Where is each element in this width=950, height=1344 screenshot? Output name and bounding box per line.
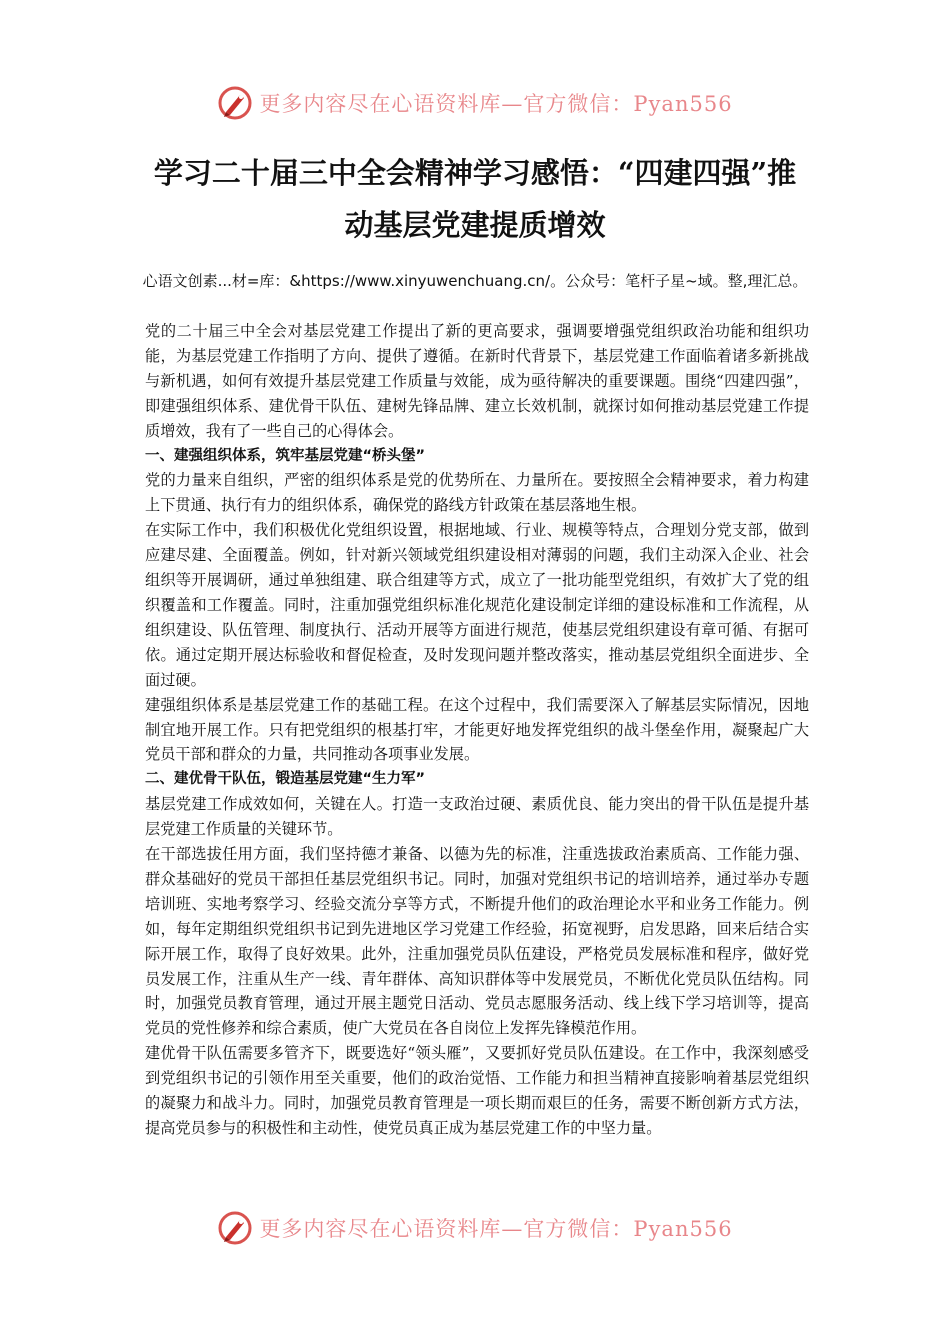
paragraph: 建优骨干队伍需要多管齐下，既要选好“领头雁”，又要抓好党员队伍建设。在工作中，我深刻感受到党组织书记的引领作用至关重要，他们的政治觉悟、工作能力和担当精神直接影响着基层党组织的凝聚力和战斗力。同时，加强党员教育管理是一项长期而艰巨的任务，需要不断创新方式方法，提高党员参与的积极性和主动性，使党员真正成为基层党建工作的中坚力量。 bbox=[145, 1044, 809, 1137]
source-line: 心语文创素...材=库：&https://www.xinyuwenchuang.cn/。公众号：笔杆子星~域。整,理汇总。 bbox=[142, 272, 808, 290]
paragraph: 党的力量来自组织，严密的组织体系是党的优势所在、力量所在。要按照全会精神要求，着力构建上下贯通、执行有力的组织体系，确保党的路线方针政策在基层落地生根。 bbox=[145, 471, 809, 515]
banner-text: 更多内容尽在心语资料库—官方微信：Pyan556 bbox=[259, 1217, 733, 1241]
banner-text: 更多内容尽在心语资料库—官方微信：Pyan556 bbox=[259, 92, 733, 116]
section-heading: 二、建优骨干队伍，锻造基层党建“生力军” bbox=[145, 771, 426, 788]
paragraph: 建强组织体系是基层党建工作的基础工程。在这个过程中，我们需要深入了解基层实际情况，因地制宜地开展工作。只有把党组织的根基打牢，才能更好地发挥党组织的战斗堡垒作用，凝聚起广大党员干部和群众的力量，共同推动各项事业发展。 bbox=[145, 695, 809, 764]
page-title: 学习二十届三中全会精神学习感悟：“四建四强”推动基层党建提质增效 bbox=[153, 156, 797, 242]
article-body bbox=[145, 319, 809, 1141]
paragraph: 基层党建工作成效如何，关键在人。打造一支政治过硬、素质优良、能力突出的骨干队伍是提升基层党建工作质量的关键环节。 bbox=[145, 795, 809, 839]
pen-logo-icon bbox=[217, 85, 253, 121]
pen-logo-icon bbox=[217, 1210, 253, 1246]
paragraph: 在实际工作中，我们积极优化党组织设置，根据地域、行业、规模等特点，合理划分党支部，做到应建尽建、全面覆盖。例如，针对新兴领域党组织建设相对薄弱的问题，我们主动深入企业、社会组织等开展调研，通过单独组建、联合组建等方式，成立了一批功能型党组织，有效扩大了党的组织覆盖和工作覆盖。同时，注重加强党组织标准化规范化建设制定详细的建设标准和工作流程，从组织建设、队伍管理、制度执行、活动开展等方面进行规范，使基层党组织建设有章可循、有据可依。通过定期开展达标验收和督促检查，及时发现问题并整改落实，推动基层党组织全面进步、全面过硬。 bbox=[145, 521, 809, 689]
header-banner bbox=[0, 80, 950, 126]
section-heading: 一、建强组织体系，筑牢基层党建“桥头堡” bbox=[145, 447, 426, 464]
paragraph: 党的二十届三中全会对基层党建工作提出了新的更高要求，强调要增强党组织政治功能和组织功能，为基层党建工作指明了方向、提供了遵循。在新时代背景下，基层党建工作面临着诸多新挑战与新机遇，如何有效提升基层党建工作质量与效能，成为亟待解决的重要课题。围绕“四建四强”，即建强组织体系、建优骨干队伍、建树先锋品牌、建立长效机制，就探讨如何推动基层党建工作提质增效，我有了一些自己的心得体会。 bbox=[145, 322, 809, 440]
paragraph: 在干部选拔任用方面，我们坚持德才兼备、以德为先的标准，注重选拔政治素质高、工作能力强、群众基础好的党员干部担任基层党组织书记。同时，加强对党组织书记的培训培养，通过举办专题培训班、实地考察学习、经验交流分享等方式，不断提升他们的政治理论水平和业务工作能力。例如，每年定期组织党组织书记到先进地区学习党建工作经验，拓宽视野，启发思路，回来后结合实际开展工作，取得了良好效果。此外，注重加强党员队伍建设，严格党员发展标准和程序，做好党员发展工作，注重从生产一线、青年群体、高知识群体等中发展党员，不断优化党员队伍结构。同时，加强党员教育管理，通过开展主题党日活动、党员志愿服务活动、线上线下学习培训等，提高党员的党性修养和综合素质，使广大党员在各自岗位上发挥先锋模范作用。 bbox=[145, 845, 809, 1038]
footer-banner bbox=[0, 1205, 950, 1251]
